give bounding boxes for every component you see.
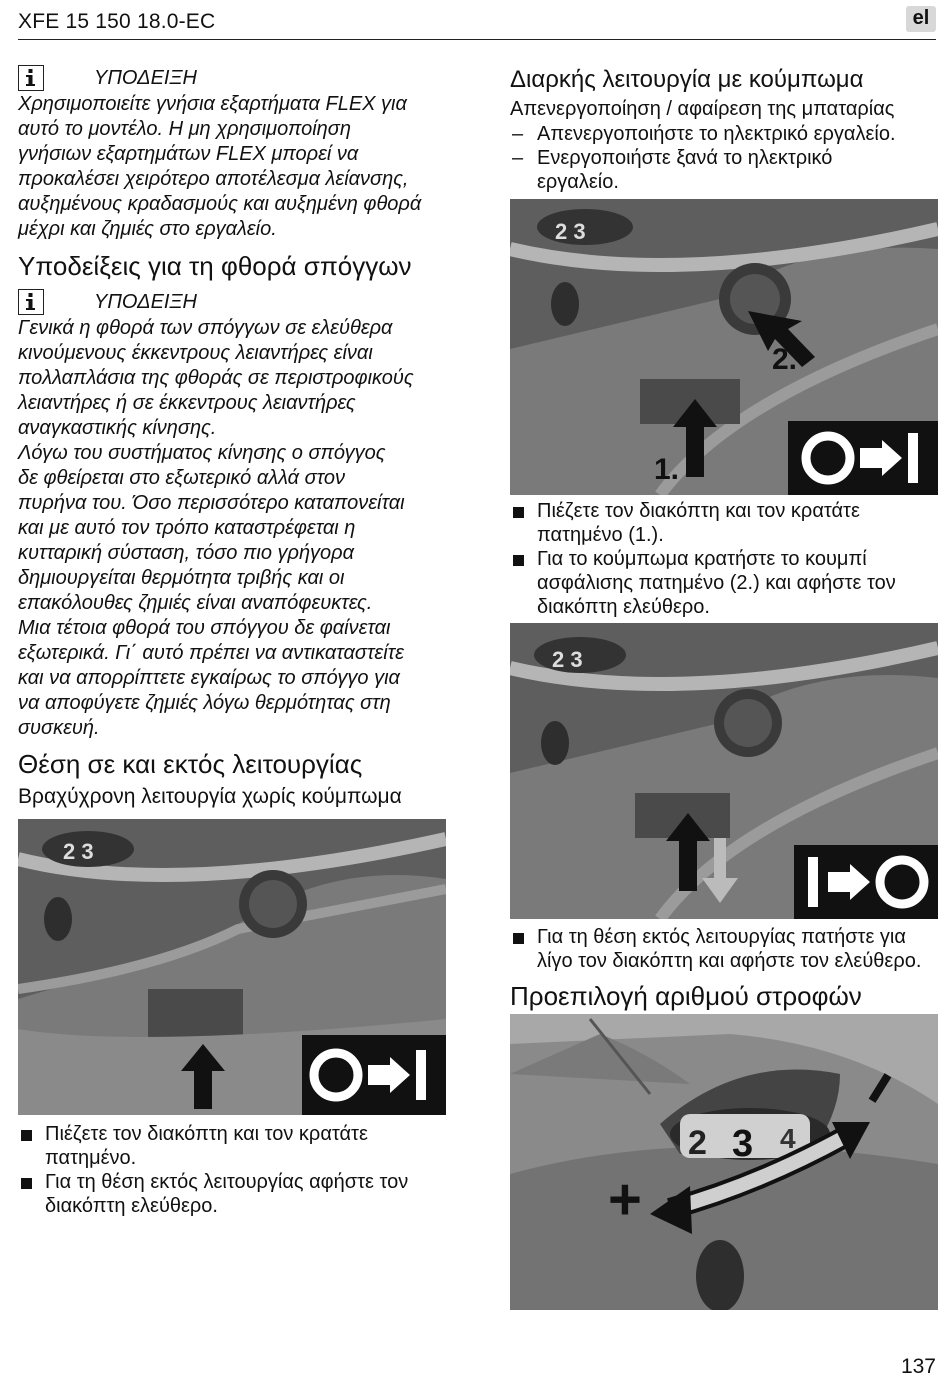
dial-number-2: 2 <box>688 1124 707 1162</box>
subheading-short-operation: Βραχύχρονη λειτουργία χωρίς κούμπωμα <box>18 785 402 808</box>
dash-list <box>510 122 938 194</box>
step-2-label: 2. <box>772 343 798 376</box>
list-item: Πιέζετε τον διακόπτη και τον κρατάτε πατημένο (1.). <box>510 499 938 547</box>
illustration-switch-press <box>18 819 446 1115</box>
heading-on-off: Θέση σε και εκτός λειτουργίας <box>18 749 363 779</box>
svg-text:2 3: 2 3 <box>555 219 586 244</box>
header-rule <box>18 39 936 40</box>
language-badge: el <box>906 6 936 32</box>
list-item: Για τη θέση εκτός λειτουργίας πατήστε για λίγο τον διακόπτη και αφήστε τον ελεύθερο. <box>510 925 938 973</box>
note-text: Χρησιμοποιείτε γνήσια εξαρτήματα FLEX για αυτό το μοντέλο. Η μη χρησιμοποίηση γνήσιων εξαρτημάτων FLEX μπορεί να προκαλέσει χειρότερο αποτέλεσμα λείανσης, αυξημένους κραδασμούς και αυξημένη φθορά μέχρι και ζημιές στο εργαλείο. <box>18 93 422 240</box>
svg-text:2 3: 2 3 <box>552 647 583 672</box>
heading-continuous-operation: Διαρκής λειτουργία με κούμπωμα <box>510 66 864 93</box>
subheading-battery-removal: Απενεργοποίηση / αφαίρεση της μπαταρίας <box>510 98 895 120</box>
heading-sponge-wear: Υποδείξεις για τη φθορά σπόγγων <box>18 251 412 281</box>
dial-number-4: 4 <box>780 1123 796 1154</box>
list-item: – Ενεργοποιήστε ξανά το ηλεκτρικό εργαλείο. <box>512 147 833 193</box>
on-bar-icon <box>908 433 918 483</box>
bullets-short-operation <box>18 1122 448 1218</box>
list-item: Για τη θέση εκτός λειτουργίας αφήστε τον διακόπτη ελεύθερο. <box>18 1170 448 1218</box>
document-model-header: XFE 15 150 18.0-EC <box>18 10 216 33</box>
page-number: 137 <box>900 1355 936 1378</box>
list-item: – Απενεργοποιήστε το ηλεκτρικό εργαλείο. <box>512 123 896 145</box>
plus-symbol: + <box>608 1167 642 1232</box>
note-block-original-parts <box>18 64 448 242</box>
on-bar-icon <box>416 1050 426 1100</box>
svg-text:2 3: 2 3 <box>63 839 94 864</box>
illustration-speed-dial <box>510 1014 938 1310</box>
list-item: Πιέζετε τον διακόπτη και τον κρατάτε πατημένο. <box>18 1122 448 1170</box>
dial-number-3: 3 <box>732 1123 754 1165</box>
list-item: Για το κούμπωμα κρατήστε το κουμπί ασφάλισης πατημένο (2.) και αφήστε τον διακόπτη ελεύθερο. <box>510 547 938 619</box>
illustration-lock-button <box>510 199 938 495</box>
note-label: ΥΠΟΔΕΙΞΗ <box>94 290 197 313</box>
bullets-switch-off <box>510 925 938 973</box>
info-icon <box>18 289 44 315</box>
note-block-sponge-wear <box>18 288 448 741</box>
info-icon <box>18 65 44 91</box>
bullets-lock <box>510 499 938 619</box>
heading-speed-preselection: Προεπιλογή αριθμού στροφών <box>510 981 862 1011</box>
step-1-label: 1. <box>654 453 680 486</box>
on-bar-icon <box>808 857 818 907</box>
illustration-switch-off <box>510 623 938 919</box>
note-label: ΥΠΟΔΕΙΞΗ <box>94 66 197 89</box>
note-text: Γενικά η φθορά των σπόγγων σε ελεύθερα κινούμενους έκκεντρους λειαντήρες είναι πολλαπλάσια της φθοράς σε περιστροφικούς λειαντήρες ή σε έκκεντρους λειαντήρες αναγκαστικής κίνησης. Λόγω του συστήματος κίνησης ο σπόγγος δε φθείρεται στο εξωτερικό αλλά στον πυρήνα του. Όσο περισσότερο καταπονείται και με αυτό τον τρόπο καταστρέφεται η κυτταρική σύσταση, τόσο πιο γρήγορα δημιουργείται θερμότητα τριβής και οι επακόλουθες ζημιές είναι αναπόφευκτες. Μια τέτοια φθορά του σπόγγου δε φαίνεται εξωτερικά. Γι΄ αυτό πρέπει να αντικαταστείτε και να απορρίπτετε εγκαίρως το σπόγγο για να αποφύγετε ζημιές λόγω θερμότητας στη συσκευή. <box>18 317 414 739</box>
